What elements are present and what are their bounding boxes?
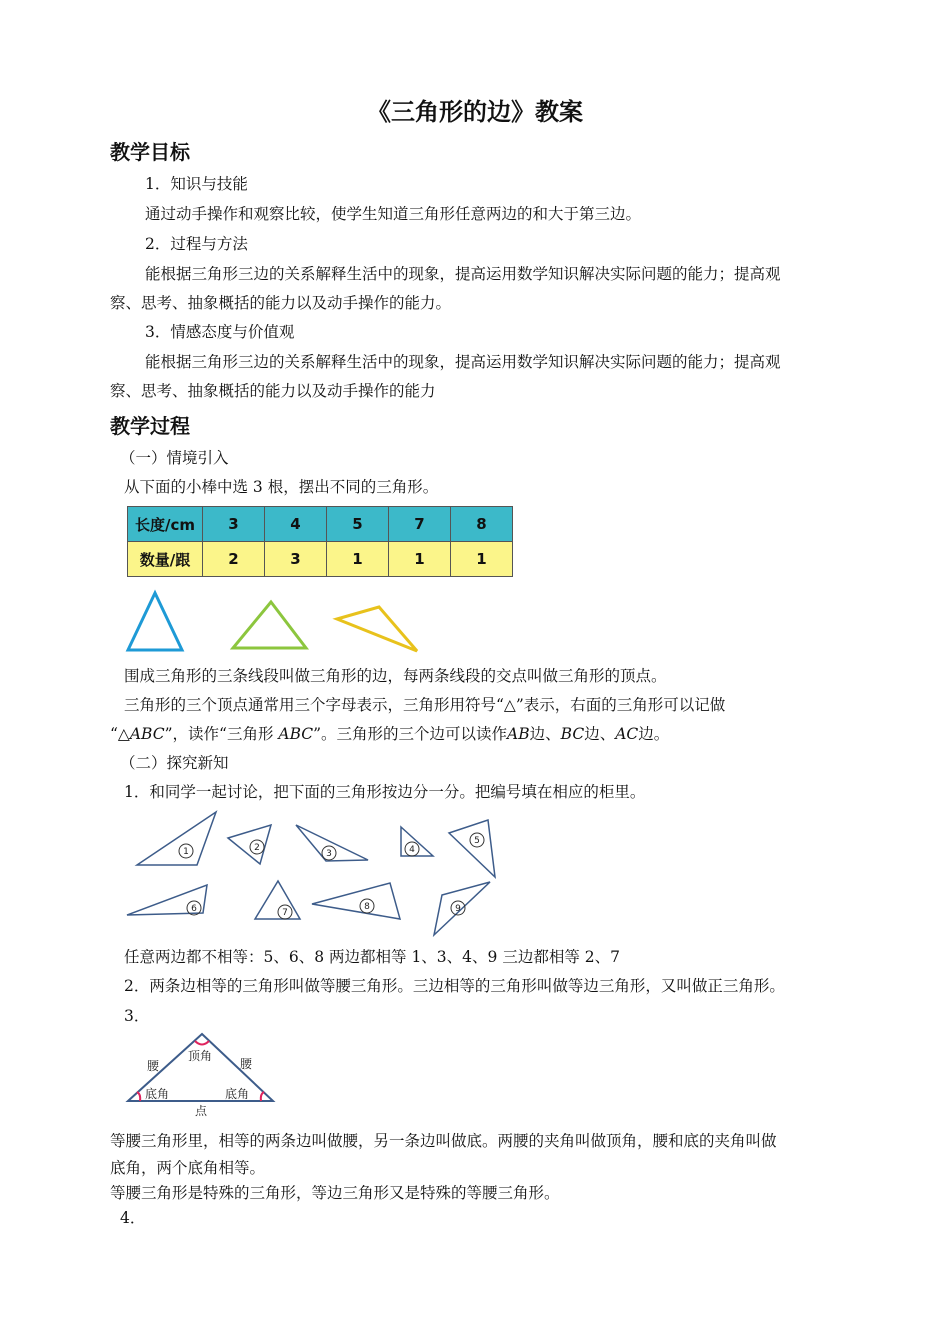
waist-right-label: 腰 bbox=[240, 1057, 253, 1071]
triangle-number: 4 bbox=[409, 845, 415, 855]
isosceles-special: 等腰三角形是特殊的三角形，等边三角形又是特殊的等腰三角形。 bbox=[110, 1184, 560, 1202]
triangle-number: 5 bbox=[474, 836, 480, 846]
edges-definition: 围成三角形的三条线段叫做三角形的边，每两条线段的交点叫做三角形的顶点。 bbox=[124, 667, 667, 685]
count-cell: 1 bbox=[327, 542, 389, 577]
length-header: 长度/cm bbox=[128, 507, 203, 542]
process-heading: 教学过程 bbox=[110, 414, 190, 438]
section-1-title: （一）情境引入 bbox=[120, 449, 229, 467]
triangle-2 bbox=[228, 825, 271, 864]
length-cell: 5 bbox=[327, 507, 389, 542]
length-cell: 4 bbox=[265, 507, 327, 542]
italic-abc: ABC bbox=[278, 725, 314, 743]
count-cell: 3 bbox=[265, 542, 327, 577]
text-part: ”。三角形的三个边可以读作 bbox=[313, 725, 508, 743]
classification-result: 任意两边都不相等：5、6、8 两边都相等 1、3、4、9 三边都相等 2、7 bbox=[124, 948, 620, 966]
goal-2-text-line1: 能根据三角形三边的关系解释生活中的现象，提高运用数学知识解决实际问题的能力；提高观 bbox=[145, 265, 781, 283]
length-cell: 7 bbox=[389, 507, 451, 542]
count-row bbox=[128, 542, 513, 577]
goal-1-text: 通过动手操作和观察比较，使学生知道三角形任意两边的和大于第三边。 bbox=[145, 205, 642, 223]
italic-abc: ABC bbox=[129, 725, 165, 743]
goals-heading: 教学目标 bbox=[110, 140, 190, 164]
sticks-table bbox=[127, 506, 513, 577]
triangle-1 bbox=[137, 812, 216, 865]
goal-2-text-line2: 察、思考、抽象概括的能力以及动手操作的能力。 bbox=[110, 294, 452, 312]
base-left-label: 底角 bbox=[145, 1087, 170, 1101]
question-3: 3． bbox=[124, 1007, 150, 1025]
goal-3-text-line1: 能根据三角形三边的关系解释生活中的现象，提高运用数学知识解决实际问题的能力；提高观 bbox=[145, 353, 781, 371]
isosceles-definition-line1: 等腰三角形里，相等的两条边叫做腰，另一条边叫做底。两腰的夹角叫做顶角，腰和底的夹角叫做 bbox=[110, 1132, 777, 1150]
italic-ab: AB bbox=[507, 725, 530, 743]
base-left-arc bbox=[137, 1092, 140, 1101]
isosceles-diagram bbox=[120, 1030, 285, 1120]
goal-1-title: 1．知识与技能 bbox=[145, 175, 248, 193]
page-title: 《三角形的边》教案 bbox=[367, 98, 583, 126]
text-part: 边、 bbox=[529, 725, 561, 743]
question-1: 1．和同学一起讨论，把下面的三角形按边分一分。把编号填在相应的柜里。 bbox=[124, 783, 646, 801]
count-cell: 2 bbox=[203, 542, 265, 577]
count-cell: 1 bbox=[389, 542, 451, 577]
count-cell: 1 bbox=[451, 542, 513, 577]
apex-angle-arc bbox=[195, 1041, 209, 1045]
yellow-triangle bbox=[337, 607, 417, 651]
blue-triangle bbox=[128, 593, 182, 650]
vertex-notation-line1: 三角形的三个顶点通常用三个字母表示，三角形用符号“△”表示，右面的三角形可以记做 bbox=[124, 696, 726, 714]
italic-bc: BC bbox=[560, 725, 585, 743]
triangle-8 bbox=[312, 883, 400, 919]
triangle-number: 3 bbox=[326, 849, 332, 859]
question-4: 4． bbox=[120, 1209, 146, 1227]
intro-text: 从下面的小棒中选 3 根，摆出不同的三角形。 bbox=[124, 478, 439, 496]
base-right-label: 底角 bbox=[225, 1087, 250, 1101]
triangle-9 bbox=[434, 882, 490, 935]
green-triangle bbox=[233, 602, 306, 648]
base-right-arc bbox=[261, 1092, 264, 1101]
question-2: 2．两条边相等的三角形叫做等腰三角形。三边相等的三角形叫做等边三角形，又叫做正三角形。 bbox=[124, 977, 785, 995]
numbered-triangles bbox=[120, 805, 510, 940]
isosceles-definition-line2: 底角，两个底角相等。 bbox=[110, 1159, 266, 1177]
italic-ac: AC bbox=[615, 725, 639, 743]
triangle-number: 7 bbox=[282, 908, 288, 918]
triangle-number: 6 bbox=[191, 904, 197, 914]
vertex-notation-line2 bbox=[110, 724, 669, 744]
triangle-number: 9 bbox=[455, 904, 461, 914]
triangle-number: 8 bbox=[364, 902, 370, 912]
count-header: 数量/跟 bbox=[128, 542, 203, 577]
length-row bbox=[128, 507, 513, 542]
goal-2-title: 2．过程与方法 bbox=[145, 235, 248, 253]
triangle-5 bbox=[449, 820, 495, 877]
section-2-title: （二）探究新知 bbox=[120, 754, 229, 772]
example-triangles bbox=[120, 585, 430, 655]
waist-left-label: 腰 bbox=[147, 1059, 160, 1073]
length-cell: 3 bbox=[203, 507, 265, 542]
triangle-number: 1 bbox=[183, 847, 189, 857]
text-part: 边。 bbox=[638, 725, 670, 743]
text-part: “△ bbox=[110, 725, 130, 743]
length-cell: 8 bbox=[451, 507, 513, 542]
goal-3-title: 3．情感态度与价值观 bbox=[145, 323, 295, 341]
base-label: 点 bbox=[195, 1104, 208, 1118]
triangle-7 bbox=[255, 881, 300, 919]
apex-label: 顶角 bbox=[188, 1049, 213, 1063]
triangle-3 bbox=[296, 825, 368, 861]
goal-3-text-line2: 察、思考、抽象概括的能力以及动手操作的能力 bbox=[110, 382, 436, 400]
text-part: ”，读作“三角形 bbox=[164, 725, 279, 743]
text-part: 边、 bbox=[584, 725, 616, 743]
triangle-number: 2 bbox=[254, 843, 260, 853]
